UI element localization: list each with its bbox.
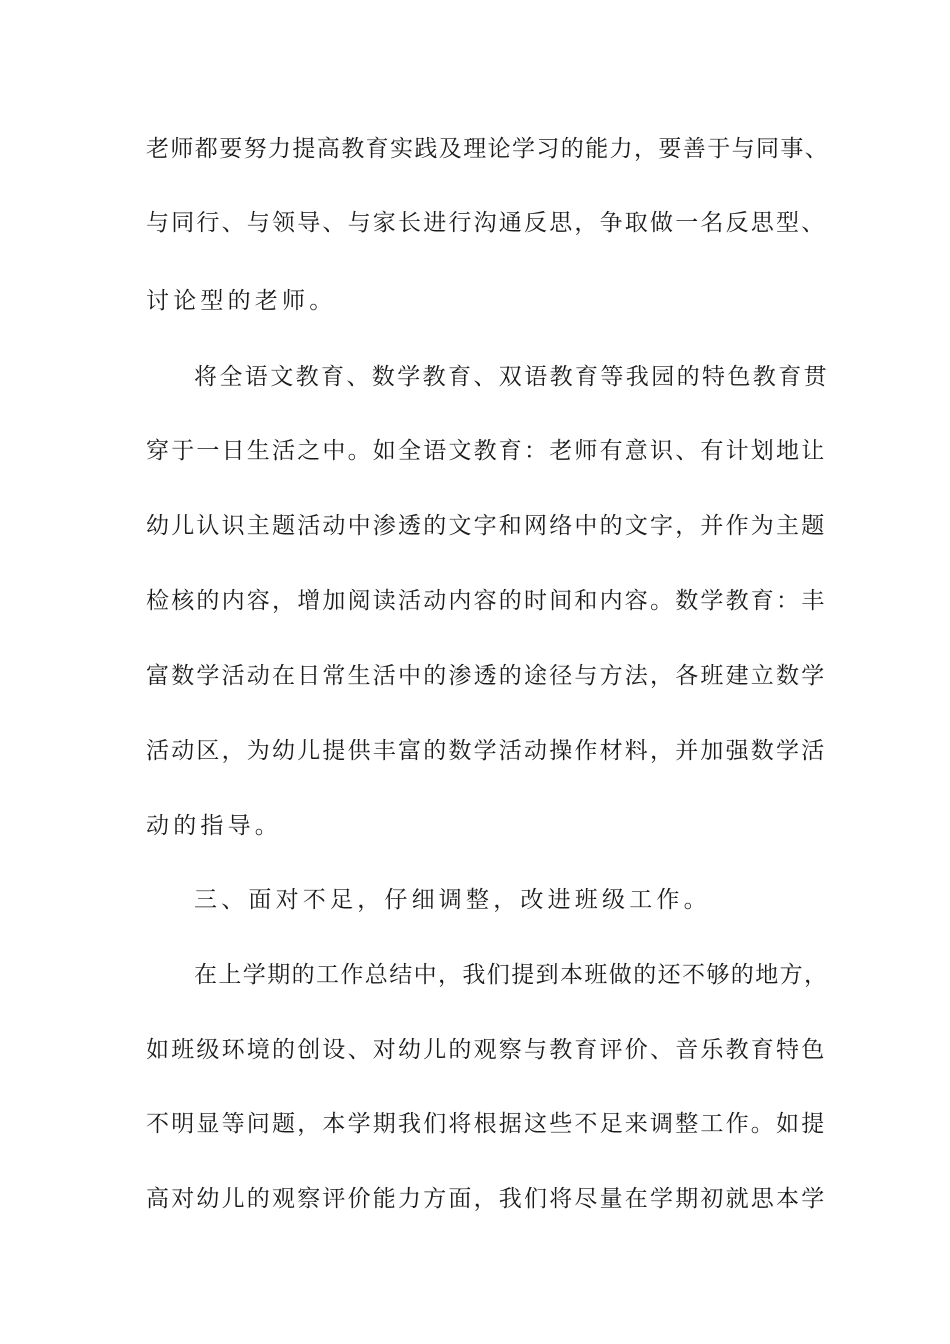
text-line: 高对幼儿的观察评价能力方面，我们将尽量在学期初就思本学	[146, 1186, 827, 1212]
section-heading: 三、面对不足，仔细调整，改进班级工作。	[194, 887, 711, 913]
text-line: 富数学活动在日常生活中的渗透的途径与方法，各班建立数学	[146, 663, 827, 689]
text-line: 如班级环境的创设、对幼儿的观察与教育评价、音乐教育特色	[146, 1037, 827, 1063]
text-line: 检核的内容，增加阅读活动内容的时间和内容。数学教育：丰	[146, 588, 827, 614]
text-line: 活动区，为幼儿提供丰富的数学活动操作材料，并加强数学活	[146, 738, 827, 764]
text-line: 穿于一日生活之中。如全语文教育：老师有意识、有计划地让	[146, 438, 827, 464]
text-line: 动的指导。	[146, 813, 282, 839]
paragraph-start-line: 在上学期的工作总结中，我们提到本班做的还不够的地方，	[194, 962, 829, 988]
text-line: 讨论型的老师。	[146, 288, 337, 314]
text-line: 不明显等问题，本学期我们将根据这些不足来调整工作。如提	[146, 1111, 827, 1137]
text-line: 幼儿认识主题活动中渗透的文字和网络中的文字，并作为主题	[146, 513, 827, 539]
text-line: 与同行、与领导、与家长进行沟通反思，争取做一名反思型、	[146, 210, 827, 236]
text-line: 老师都要努力提高教育实践及理论学习的能力，要善于与同事、	[146, 136, 830, 162]
paragraph-start-line: 将全语文教育、数学教育、双语教育等我园的特色教育贯	[194, 364, 829, 390]
